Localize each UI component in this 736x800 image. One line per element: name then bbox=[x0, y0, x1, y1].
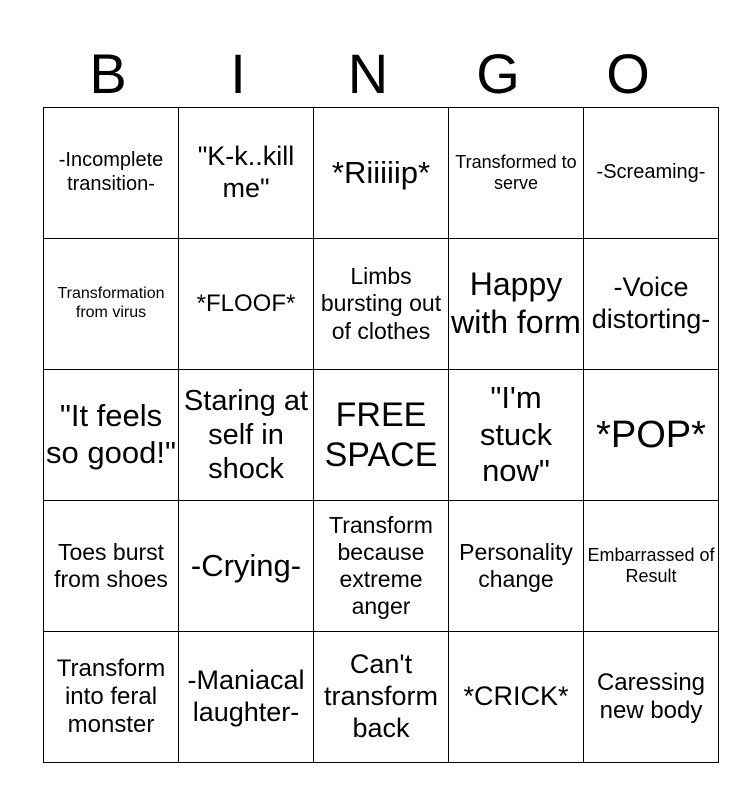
header-letter-o: O bbox=[606, 42, 650, 105]
bingo-cell[interactable]: Transformed to serve bbox=[449, 108, 584, 239]
header-letter-n: N bbox=[347, 42, 389, 105]
bingo-cell[interactable]: -Incomplete transition- bbox=[44, 108, 179, 239]
bingo-cell[interactable]: Transform because extreme anger bbox=[314, 501, 449, 632]
bingo-cell[interactable]: Toes burst from shoes bbox=[44, 501, 179, 632]
bingo-cell[interactable]: Staring at self in shock bbox=[179, 370, 314, 501]
bingo-cell[interactable]: *FLOOF* bbox=[179, 239, 314, 370]
bingo-cell[interactable]: Embarrassed of Result bbox=[584, 501, 719, 632]
bingo-cell[interactable]: -Screaming- bbox=[584, 108, 719, 239]
bingo-cell[interactable]: Happy with form bbox=[449, 239, 584, 370]
board-row bbox=[44, 108, 719, 239]
bingo-header bbox=[43, 40, 693, 108]
header-letter-b: B bbox=[89, 42, 127, 105]
bingo-cell[interactable]: Caressing new body bbox=[584, 632, 719, 763]
board-row bbox=[44, 239, 719, 370]
bingo-cell[interactable]: "I'm stuck now" bbox=[449, 370, 584, 501]
bingo-cell[interactable]: Limbs bursting out of clothes bbox=[314, 239, 449, 370]
board-row bbox=[44, 501, 719, 632]
bingo-cell[interactable]: "K-k..kill me" bbox=[179, 108, 314, 239]
bingo-cell[interactable]: -Maniacal laughter- bbox=[179, 632, 314, 763]
bingo-board bbox=[43, 107, 719, 763]
bingo-cell[interactable]: Personality change bbox=[449, 501, 584, 632]
bingo-cell[interactable]: -Crying- bbox=[179, 501, 314, 632]
board-row bbox=[44, 370, 719, 501]
bingo-cell[interactable]: Transformation from virus bbox=[44, 239, 179, 370]
header-letter-g: G bbox=[476, 42, 520, 105]
bingo-cell[interactable]: Transform into feral monster bbox=[44, 632, 179, 763]
bingo-cell[interactable]: Can't transform back bbox=[314, 632, 449, 763]
bingo-cell[interactable]: *POP* bbox=[584, 370, 719, 501]
board-row bbox=[44, 632, 719, 763]
bingo-cell[interactable]: *CRICK* bbox=[449, 632, 584, 763]
bingo-cell[interactable]: -Voice distorting- bbox=[584, 239, 719, 370]
bingo-cell[interactable]: *Riiiiip* bbox=[314, 108, 449, 239]
bingo-cell[interactable]: "It feels so good!" bbox=[44, 370, 179, 501]
bingo-cell free-space[interactable]: FREE SPACE bbox=[314, 370, 449, 501]
header-letter-i: I bbox=[230, 42, 246, 105]
